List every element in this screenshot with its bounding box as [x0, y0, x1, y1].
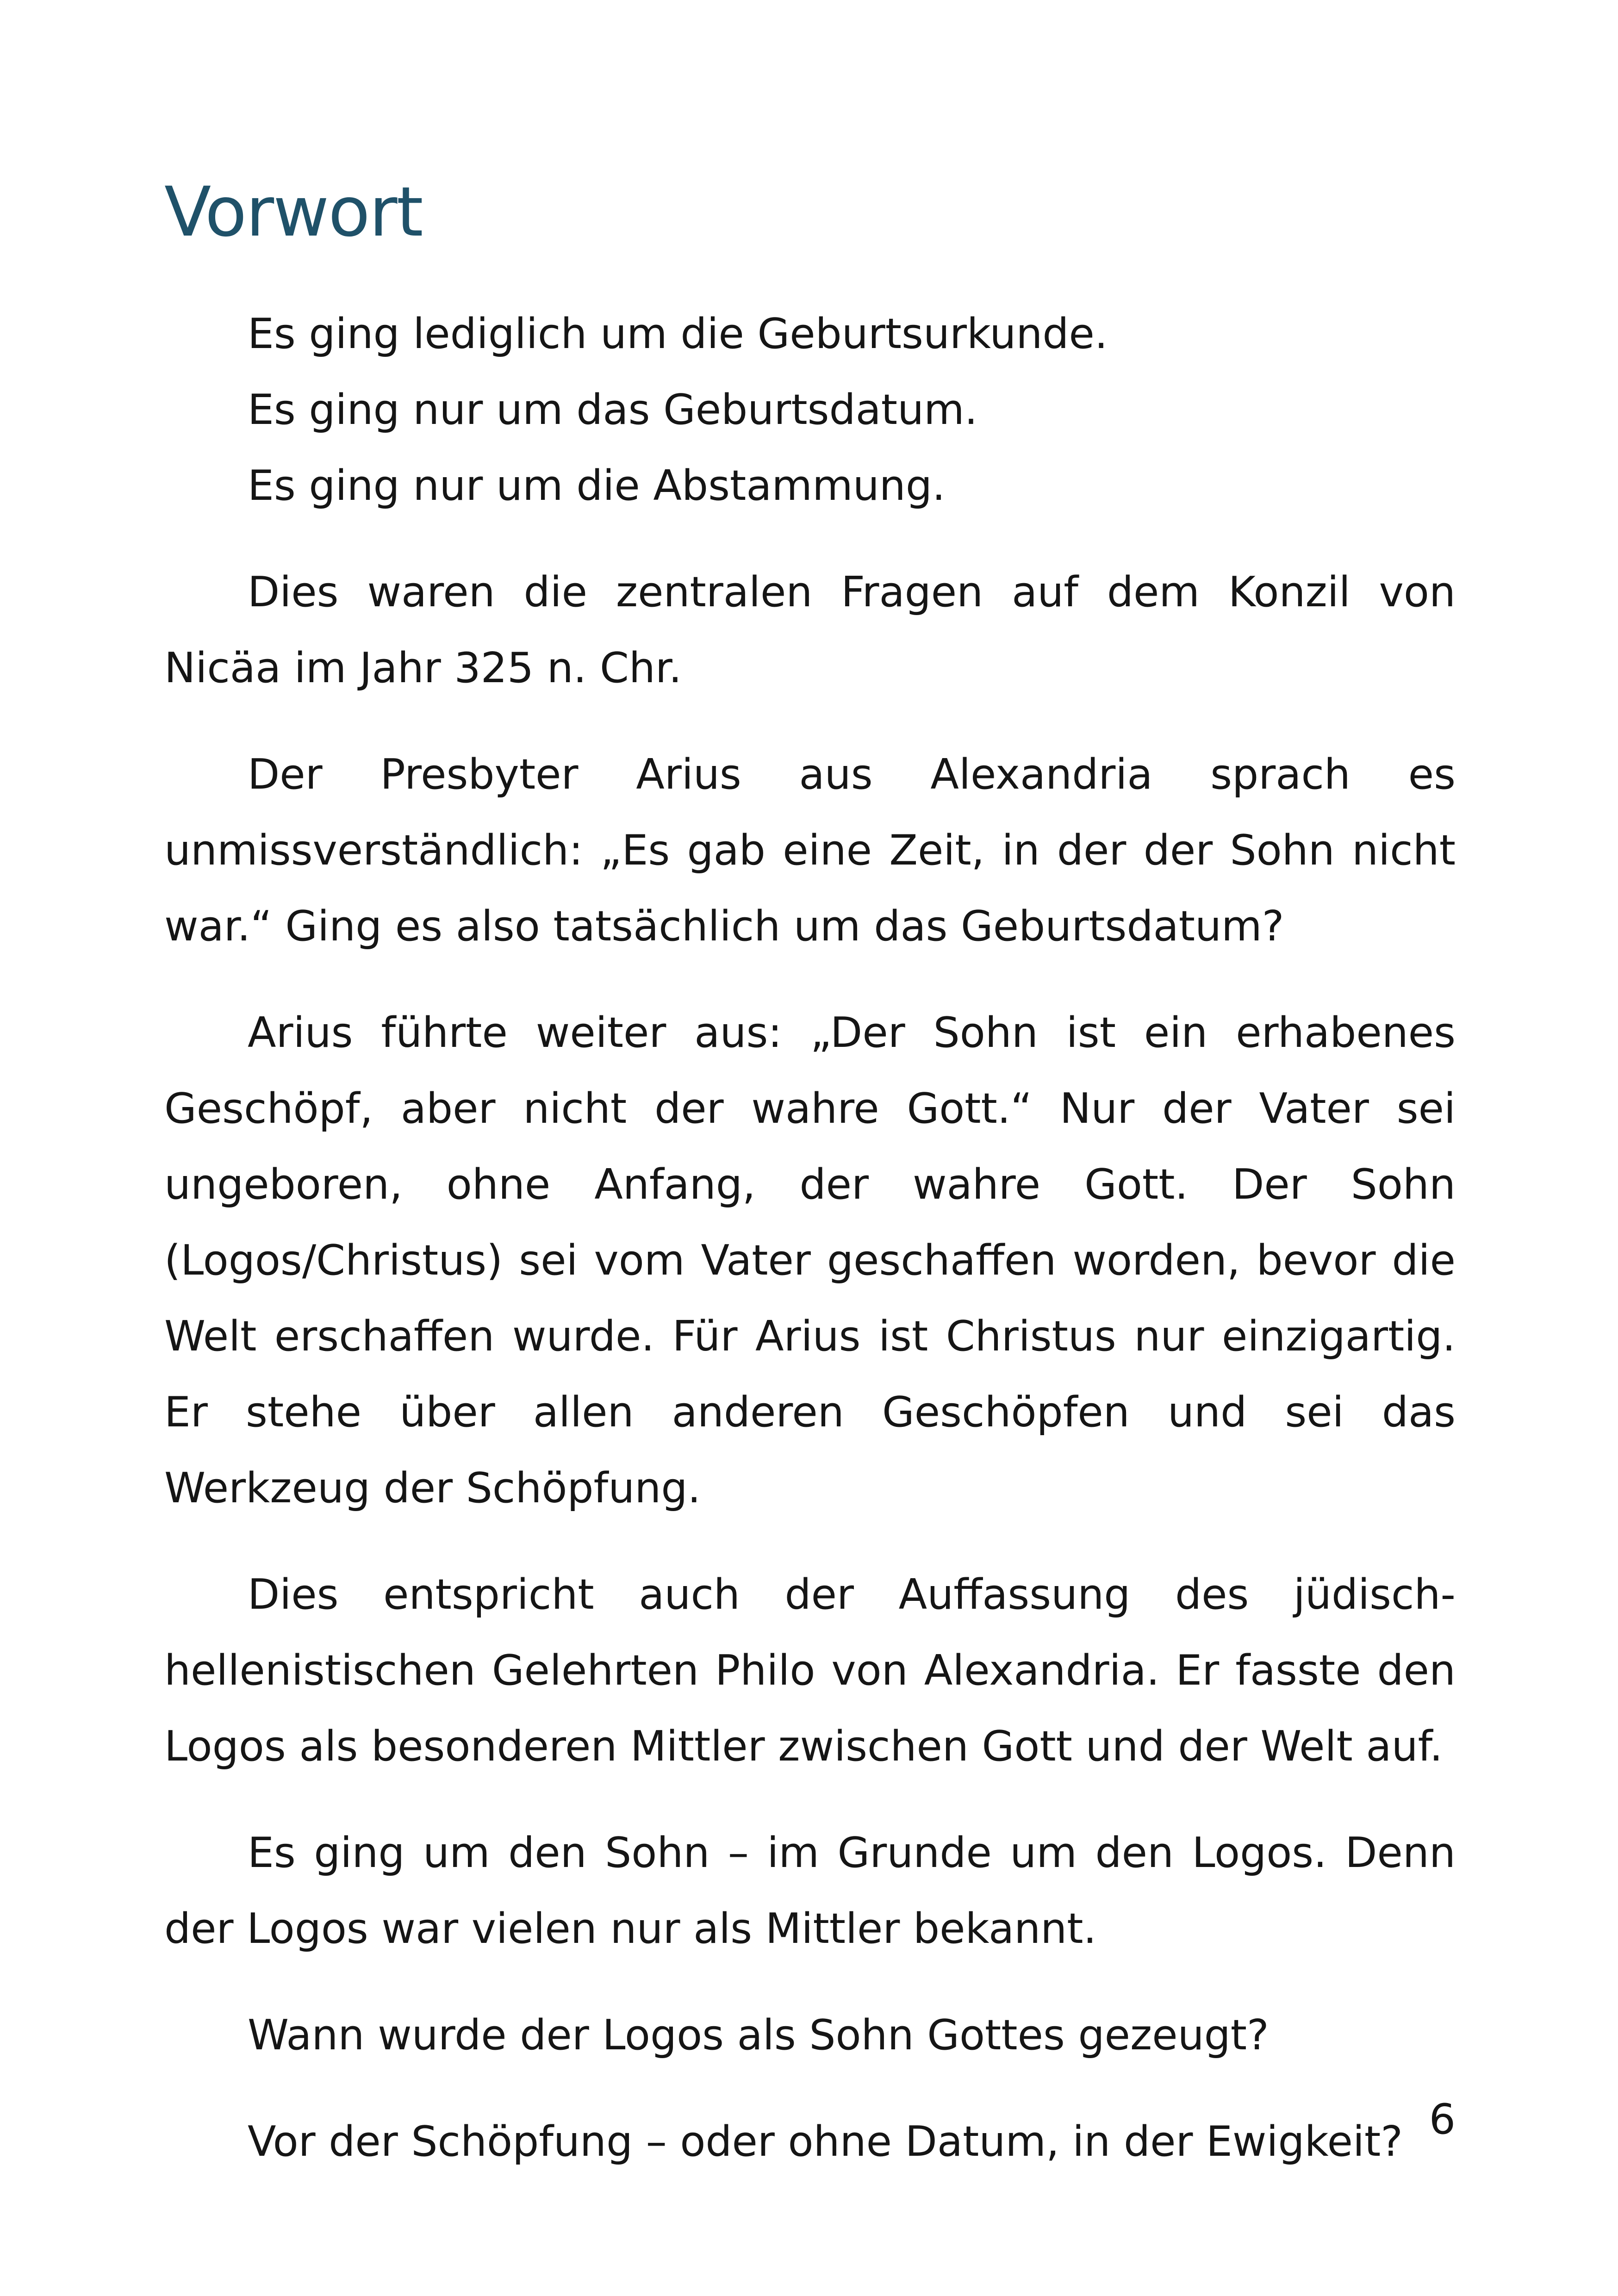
page-heading: Vorwort: [164, 172, 423, 252]
page-number: 6: [1429, 2095, 1456, 2144]
paragraph-7: Dies entspricht auch der Auffassung des jüdisch-hellenistischen Gelehrten Philo von Alexandria. Er fasste den Logos als besonderen Mittler zwischen Gott und der Welt auf.: [164, 1570, 1456, 1771]
body-text: [164, 296, 1456, 2210]
paragraph-1: Es ging lediglich um die Geburtsurkunde.: [248, 310, 1108, 358]
paragraph-2: Es ging nur um das Geburtsdatum.: [248, 386, 978, 434]
paragraph-9: Wann wurde der Logos als Sohn Gottes gezeugt?: [248, 2011, 1269, 2060]
paragraph-5: Der Presbyter Arius aus Alexandria sprach es unmissverständlich: „Es gab eine Zeit, in der der Sohn nicht war.“ Ging es also tatsächlich um das Geburtsdatum?: [164, 750, 1456, 951]
paragraph-6: Arius führte weiter aus: „Der Sohn ist ein erhabenes Geschöpf, aber nicht der wahre Gott.“ Nur der Vater sei ungeboren, ohne Anfang, der wahre Gott. Der Sohn (Logos/Christus) sei vom Vater geschaffen worden, bevor die Welt erschaffen wurde. Für Arius ist Christus nur einzigartig. Er stehe über allen anderen Geschöpfen und sei das Werkzeug der Schöpfung.: [164, 1008, 1456, 1512]
paragraph-3: Es ging nur um die Abstammung.: [248, 461, 946, 510]
paragraph-4: Dies waren die zentralen Fragen auf dem Konzil von Nicäa im Jahr 325 n. Chr.: [164, 568, 1456, 692]
paragraph-10: Vor der Schöpfung – oder ohne Datum, in der Ewigkeit?: [248, 2117, 1403, 2166]
paragraph-8: Es ging um den Sohn – im Grunde um den Logos. Denn der Logos war vielen nur als Mittler bekannt.: [164, 1829, 1456, 1953]
